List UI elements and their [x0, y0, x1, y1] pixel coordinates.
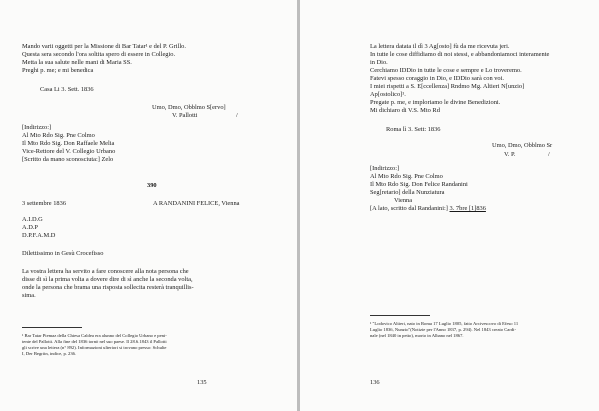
footnote-line: ¹ Bar Tatar Piemaz della Chiesa Caldea era alunno del Collegio Urbano e peni-	[22, 333, 167, 338]
signature: V. P.	[504, 151, 516, 158]
signature-mark: /	[236, 112, 238, 119]
body-line: Pregate p. me, e imploriamo le divine Benedizioni.	[370, 99, 501, 106]
footnote-line: nale (nel 1840 in petto), morto in Albano nel 1867.	[370, 333, 464, 338]
place-date: Casa Li 3. Sett. 1836	[40, 86, 94, 93]
body-line: Cerchiamo IDDio in tutte le cose e sempre e Lo troveremo.	[370, 67, 522, 74]
body-line: Metta la sua salute nelle mani di Maria SS.	[22, 59, 132, 66]
closing: Umo, Dmo, Obblmo S[ervo]	[152, 104, 226, 111]
right-page	[300, 0, 599, 411]
body-line: I miei rispetti a S. E[ccellenza] Rndmo Mg. Altieri N[unzio]	[370, 83, 525, 90]
body-line: in Dio.	[370, 59, 388, 66]
address-line: Il Mto Rdo Sig. Don Felice Randanini	[370, 181, 468, 188]
side-note-prefix: [A lato, scritto dal Randanini:]	[370, 205, 448, 212]
side-note-date: 3. 7bre [1]836	[449, 205, 486, 212]
footnote-line: gli scrive una lettera (n° 892). Informazioni ulteriori si trovano presso: Schulte	[22, 345, 167, 350]
body-line: Questa sera secondo l'ora soltita spero di essere in Collegio.	[22, 51, 176, 58]
letter-recipient: A RANDANINI FELICE, Vienna	[153, 200, 240, 207]
abbreviation: A.I.D.G	[22, 216, 43, 223]
body-line: Preghi p. me; e mi benedica	[22, 67, 94, 74]
address-line: Vice-Rettore del V. Collegio Urbano	[22, 148, 116, 155]
footnote-line: Luglio 1836, Nunzio"(Notizie per l'Anno 1837, p. 294). Nel 1843 creato Cardi-	[370, 327, 516, 332]
footnote-line: ¹ "Lodovico Altieri, nato in Roma 17 Luglio 1805, fatto Arcivescovo di Efeso 11	[370, 321, 519, 326]
body-line: Fatevi spesso coraggio in Dio, e IDDio sarà con voi.	[370, 75, 504, 82]
body-line: La vostra lettera ha servito a fare conoscere alla nota persona che	[22, 268, 189, 275]
address-line: Al Mto Rdo Sig. Pne Colmo	[370, 173, 443, 180]
body-line: Ap[ostolico]¹.	[370, 91, 406, 98]
page-number: 136	[370, 379, 380, 386]
signature: V. Pallotti	[172, 112, 198, 119]
address-line: [Indirizzo:]	[370, 165, 400, 172]
body-line: Mi dichiaro di V.S. Mto Rd	[370, 107, 440, 114]
address-line: Vienna	[394, 197, 413, 204]
address-line: Al Mto Rdo Sig. Pne Colmo	[22, 132, 95, 139]
signature-mark: /	[548, 151, 550, 158]
body-line: sima.	[22, 292, 36, 299]
body-line: Mando varii oggetti per la Missione di Bar Tatar¹ e del P. Grillo.	[22, 43, 186, 50]
footnote-line: tente del Pallotti. Alla fine del 1836 tornò nel suo paese. Il 28.6.1843 il Pallotti	[22, 339, 167, 344]
closing: Umo, Dmo, Obblmo Sr	[492, 142, 553, 149]
left-page	[0, 0, 297, 411]
address-line: Seg[retario] della Nunziatura	[370, 189, 445, 196]
place-date: Roma lì 3. Sett: 1836	[386, 126, 441, 133]
footnote-line: I, Der Begriin, indice, p. 236.	[22, 351, 77, 356]
footnote-rule	[370, 315, 430, 316]
footnote-rule	[22, 327, 82, 328]
address-line: [Indirizzo:]	[22, 124, 52, 131]
body-line: onde la persona che brama una risposta sollecita resterà tranquillis-	[22, 284, 194, 291]
abbreviation: D.P.F.A.M.D	[22, 232, 56, 239]
letter-number: 390	[147, 182, 157, 189]
address-line: [Scritto da mano sconosciuta:] Zelo	[22, 156, 114, 163]
side-note	[370, 205, 486, 213]
body-line: In tutte le cose diffidiamo di noi stessi, e abbandoniamoci interamente	[370, 51, 550, 58]
letter-date: 3 settembre 1836	[22, 200, 67, 207]
address-line: Il Mto Rdo Sig. Don Raffaele Melia	[22, 140, 115, 147]
page-number: 135	[197, 379, 207, 386]
abbreviation: A.D.P	[22, 224, 38, 231]
salutation: Dilettissimo in Gesù Crocefisso	[22, 250, 104, 257]
body-line: La lettera datata il dì 3 Ag[osto] fù da me ricevuta jeri.	[370, 43, 510, 50]
body-line: disse di sì la prima volta a dovere dire di sì anche la seconda volta,	[22, 276, 193, 283]
